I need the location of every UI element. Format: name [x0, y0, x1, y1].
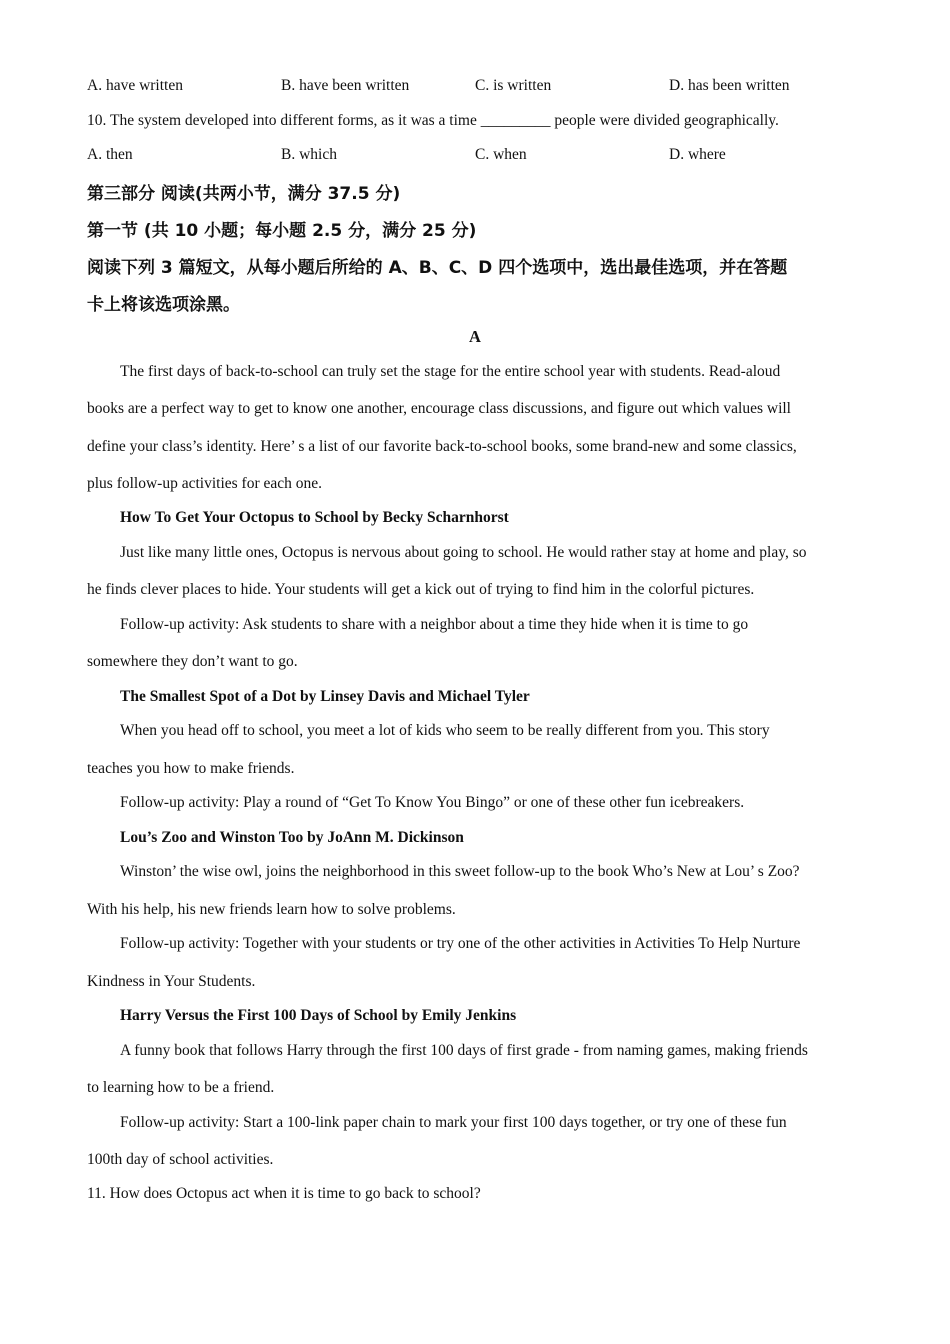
q10-option-c: C. when [475, 146, 527, 163]
instruction-line-2: 卡上将该选项涂黑。 [87, 295, 240, 315]
follow-up-activity: somewhere they don’t want to go. [87, 653, 298, 670]
book-title: How To Get Your Octopus to School by Becky Scharnhorst [120, 509, 509, 526]
book-description: When you head off to school, you meet a lot of kids who seem to be really different from you. This story [120, 722, 770, 739]
part-title: 第三部分 阅读(共两小节，满分 37.5 分) [87, 184, 401, 204]
book-description: With his help, his new friends learn how to solve problems. [87, 901, 456, 918]
follow-up-activity: Follow-up activity: Play a round of “Get To Know You Bingo” or one of these other fun icebreakers. [120, 794, 745, 811]
book-description: teaches you how to make friends. [87, 760, 295, 777]
book-description: to learning how to be a friend. [87, 1079, 275, 1096]
instruction-line-1: 阅读下列 3 篇短文，从每小题后所给的 A、B、C、D 四个选项中，选出最佳选项，并在答题 [87, 258, 788, 278]
intro-line: define your class’s identity. Here’ s a list of our favorite back-to-school books, some brand-new and some classics, [87, 438, 797, 455]
follow-up-activity: Kindness in Your Students. [87, 973, 256, 990]
book-description: Winston’ the wise owl, joins the neighborhood in this sweet follow-up to the book Who’s New at Lou’ s Zoo? [120, 863, 800, 880]
follow-up-activity: Follow-up activity: Ask students to share with a neighbor about a time they hide when it is time to go [120, 616, 749, 633]
q10-option-a: A. then [87, 146, 133, 163]
book-title: Lou’s Zoo and Winston Too by JoAnn M. Dickinson [120, 829, 464, 846]
q9-option-d: D. has been written [669, 77, 790, 94]
follow-up-activity: 100th day of school activities. [87, 1151, 274, 1168]
book-title: Harry Versus the First 100 Days of School by Emily Jenkins [120, 1007, 517, 1024]
q9-option-a: A. have written [87, 77, 183, 94]
book-title: The Smallest Spot of a Dot by Linsey Davis and Michael Tyler [120, 688, 530, 705]
intro-line: plus follow-up activities for each one. [87, 475, 323, 492]
q10-option-d: D. where [669, 146, 726, 163]
intro-line: books are a perfect way to get to know one another, encourage class discussions, and figure out which values will [87, 400, 791, 417]
q9-option-b: B. have been written [281, 77, 410, 94]
book-description: A funny book that follows Harry through the first 100 days of first grade - from naming games, making friends [120, 1042, 808, 1059]
follow-up-activity: Follow-up activity: Start a 100-link paper chain to mark your first 100 days together, or try one of these fun [120, 1114, 787, 1131]
book-description: Just like many little ones, Octopus is nervous about going to school. He would rather stay at home and play, so [120, 544, 807, 561]
subsection-title: 第一节 (共 10 小题；每小题 2.5 分，满分 25 分) [87, 221, 477, 241]
q10-option-b: B. which [281, 146, 337, 163]
q9-option-c: C. is written [475, 77, 552, 94]
passage-letter: A [469, 327, 481, 346]
book-description: he finds clever places to hide. Your students will get a kick out of trying to find him in the colorful pictures. [87, 581, 755, 598]
q11-stem: 11. How does Octopus act when it is time to go back to school? [87, 1185, 481, 1202]
q10-stem: 10. The system developed into different forms, as it was a time _________ people were divided geographically. [87, 112, 779, 129]
follow-up-activity: Follow-up activity: Together with your students or try one of the other activities in Activities To Help Nurture [120, 935, 801, 952]
intro-line: The first days of back-to-school can truly set the stage for the entire school year with students. Read-aloud [120, 363, 781, 380]
